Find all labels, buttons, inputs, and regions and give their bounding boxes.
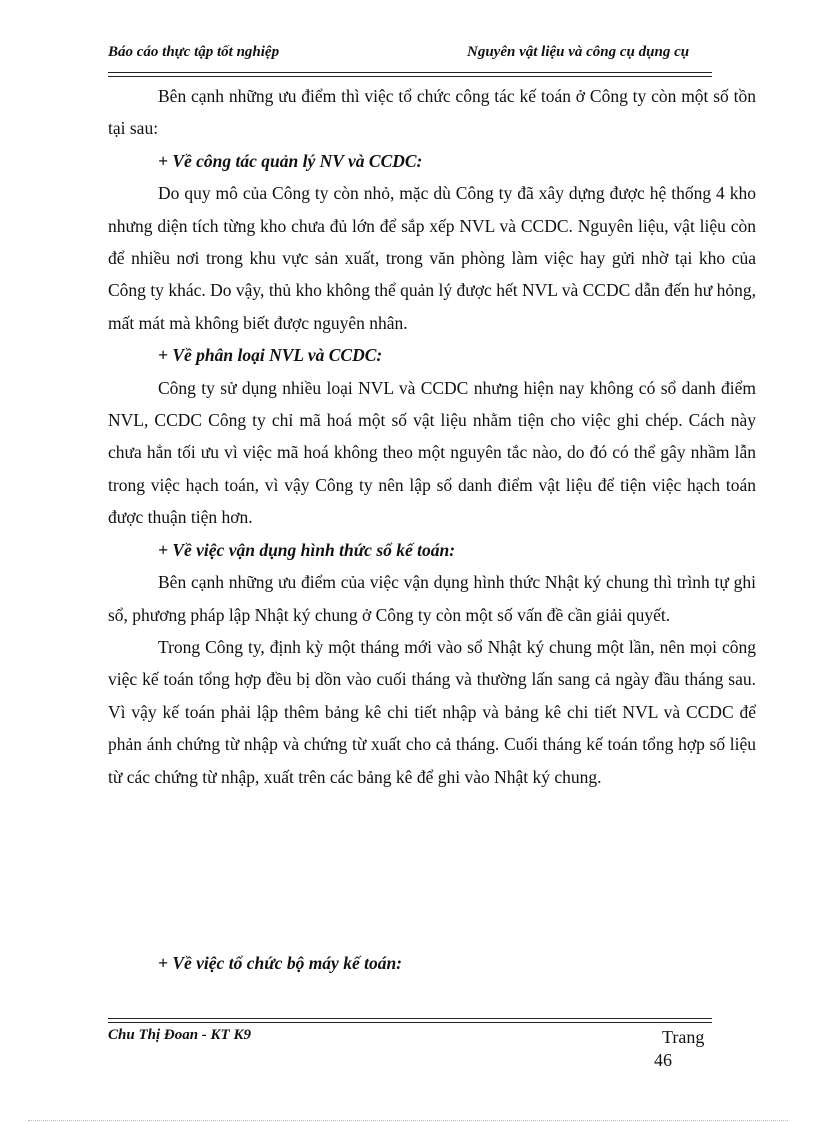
heading-management: + Về công tác quản lý NV và CCDC: [158,150,423,171]
footer-divider [108,1018,712,1019]
heading-accounting-structure: + Về việc tổ chức bộ máy kế toán: [158,953,403,973]
footer-page-label: Trang [662,1027,705,1047]
footer-divider-double [108,1022,712,1023]
document-body [108,80,756,793]
page-bottom-edge [28,1120,788,1121]
header-topic-title: Nguyên vật liệu và công cụ dụng cụ [467,44,690,60]
paragraph-intro: Bên cạnh những ưu điểm thì việc tổ chức công tác kế toán ở Công ty còn một số tồn tại sau: [108,86,756,139]
header-divider [108,72,712,73]
header-report-title: Báo cáo thực tập tốt nghiệp [108,44,280,60]
paragraph-management: Do quy mô của Công ty còn nhỏ, mặc dù Công ty đã xây dựng được hệ thống 4 kho nhưng diện tích từng kho chưa đủ lớn để sắp xếp NVL và CCDC. Nguyên liệu, vật liệu còn để nhiều nơi trong khu vực sản xuất, trong văn phòng làm việc hay gửi nhờ tại kho của Công ty khác. Do vậy, thủ kho không thể quản lý được hết NVL và CCDC dẫn đến hư hỏng, mất mát mà không biết được nguyên nhân. [108,183,756,333]
paragraph-bookkeeping-1: Bên cạnh những ưu điểm của việc vận dụng hình thức Nhật ký chung thì trình tự ghi sổ, phương pháp lập Nhật ký chung ở Công ty còn một số vấn đề cần giải quyết. [108,572,756,625]
header-divider-double [108,76,712,77]
heading-bookkeeping: + Về việc vận dụng hình thức sổ kế toán: [158,539,456,560]
paragraph-classification: Công ty sử dụng nhiều loại NVL và CCDC nhưng hiện nay không có sổ danh điểm NVL, CCDC Công ty chỉ mã hoá một số vật liệu nhằm tiện cho việc ghi chép. Cách này chưa hẳn tối ưu vì việc mã hoá không theo một nguyên tắc nào, do đó có thể gây nhầm lẫn trong việc hạch toán, vì vậy Công ty nên lập sổ danh điểm vật liệu để tiện việc hạch toán được thuận tiện hơn. [108,377,756,528]
paragraph-bookkeeping-2: Trong Công ty, định kỳ một tháng mới vào sổ Nhật ký chung một lần, nên mọi công việc kế toán tổng hợp đều bị dồn vào cuối tháng và thường lấn sang cả ngày đầu tháng sau. Vì vậy kế toán phải lập thêm bảng kê chi tiết nhập và bảng kê chi tiết NVL và CCDC để phản ánh chứng từ nhập và chứng từ xuất cho cả tháng. Cuối tháng kế toán tổng hợp số liệu từ các chứng từ nhập, xuất trên các bảng kê để ghi vào Nhật ký chung. [108,636,756,787]
footer-page-number: 46 [654,1050,672,1070]
heading-classification: + Về phân loại NVL và CCDC: [158,345,383,366]
footer-author: Chu Thị Đoan - KT K9 [108,1027,251,1043]
